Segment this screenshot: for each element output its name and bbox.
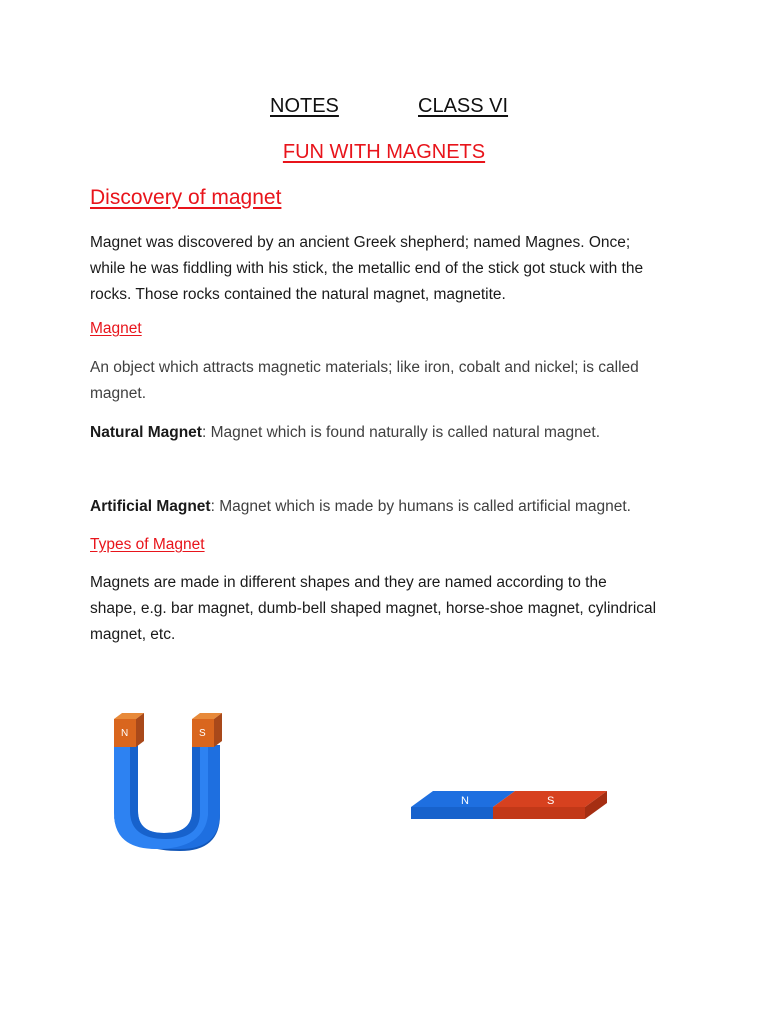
magnet-line: An object which attracts magnetic materials; like iron, cobalt and nickel; is called	[90, 359, 639, 376]
page-subtitle: FUN WITH MAGNETS	[282, 141, 486, 163]
class-heading: CLASS VI	[418, 95, 509, 117]
discovery-line: Magnet was discovered by an ancient Greek shepherd; named Magnes. Once;	[90, 234, 631, 251]
natural-magnet-text: : Magnet which is found naturally is called natural magnet.	[201, 424, 601, 441]
types-line: magnet, etc.	[90, 626, 176, 643]
types-paragraph	[90, 570, 690, 648]
types-line: Magnets are made in different shapes and they are named according to the	[90, 574, 607, 591]
horseshoe-north-label: N	[121, 728, 129, 739]
discovery-heading: Discovery of magnet	[90, 186, 282, 209]
types-line: shape, e.g. bar magnet, dumb-bell shaped magnet, horse-shoe magnet, cylindrical	[90, 600, 657, 617]
bar-south-label: S	[547, 795, 555, 807]
artificial-magnet-definition	[90, 494, 690, 520]
horseshoe-magnet-image	[100, 705, 240, 860]
types-heading: Types of Magnet	[90, 536, 205, 553]
magnet-paragraph	[90, 355, 690, 407]
discovery-line: while he was fiddling with his stick, the metallic end of the stick got stuck with the	[90, 260, 644, 277]
artificial-magnet-term: Artificial Magnet	[90, 498, 211, 515]
notes-heading: NOTES	[270, 95, 339, 117]
natural-magnet-definition	[90, 420, 690, 446]
discovery-line: rocks. Those rocks contained the natural magnet, magnetite.	[90, 286, 506, 303]
natural-magnet-term: Natural Magnet	[90, 424, 202, 441]
horseshoe-south-label: S	[199, 728, 206, 739]
magnet-heading: Magnet	[90, 320, 142, 337]
bar-magnet-image	[405, 785, 615, 830]
artificial-magnet-text: : Magnet which is made by humans is called artificial magnet.	[210, 498, 631, 515]
bar-north-label: N	[461, 795, 469, 807]
discovery-paragraph	[90, 230, 690, 308]
magnet-line: magnet.	[90, 385, 147, 402]
